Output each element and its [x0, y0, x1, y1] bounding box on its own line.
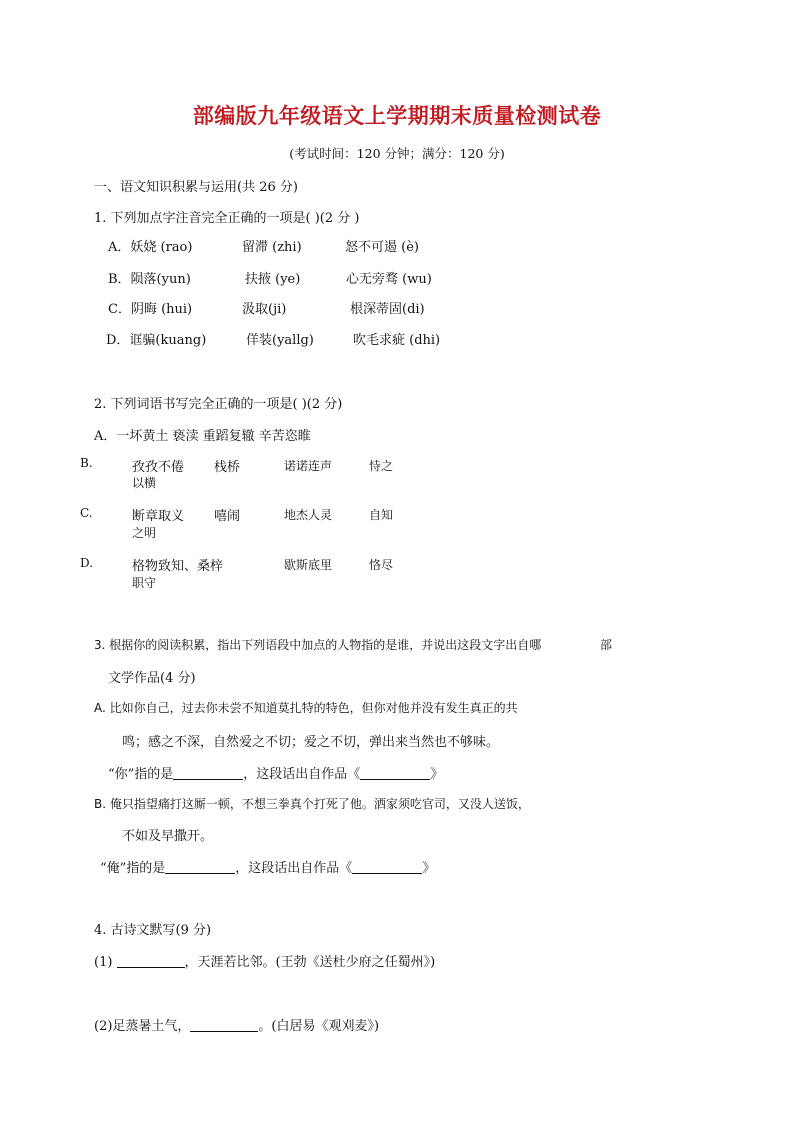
q2-option-b-letter: B. [80, 456, 93, 470]
q1-option-d-3: 吹毛求疵 (dhi) [353, 333, 441, 348]
q3-passage-b-line2: 不如及早撒开。 [122, 829, 214, 844]
q2-option-c-1-cont: 之明 [132, 526, 157, 540]
answer-blank[interactable] [173, 766, 243, 780]
answer-blank[interactable] [352, 860, 422, 874]
q1-option-c-2: 汲取(ji) [242, 302, 287, 317]
q2-option-d-letter: D. [80, 556, 94, 570]
q3-answer-b-mid: ，这段话出自作品《 [235, 861, 353, 876]
q4-line-2 [94, 1015, 379, 1034]
q4-line-1-suffix: ，天涯若比邻。(王勃《送杜少府之任蜀州》) [184, 955, 436, 970]
q2-option-c-2: 嘻闹 [214, 509, 241, 524]
q2-option-a: A．一坏黄土 亵渎 重蹈复辙 辛苦恣睢 [94, 429, 311, 444]
exam-info: (考试时间：120 分钟；满分：120 分) [289, 146, 505, 161]
answer-blank[interactable] [360, 766, 430, 780]
q3-answer-b [100, 857, 435, 876]
page-title: 部编版九年级语文上学期期末质量检测试卷 [192, 103, 602, 128]
q3-passage-a-line2: 鸣；感之不深，自然爱之不切；爱之不切，弹出来当然也不够味。 [122, 735, 500, 750]
section-heading: 一、语文知识积累与运用(共 26 分) [94, 180, 298, 195]
q2-option-b-1-cont: 以横 [132, 476, 157, 490]
q3-passage-b-line1: B. 俺只指望痛打这厮一顿，不想三拳真个打死了他。洒家须吃官司，又没人送饭， [94, 797, 530, 811]
q3-answer-a [108, 763, 443, 782]
q2-option-c-1: 断章取义 [132, 509, 185, 524]
q1-option-b-1: B．陨落(yun) [108, 272, 191, 287]
q2-option-b-3: 诺诺连声 [284, 459, 333, 473]
q3-answer-a-suffix: 》 [430, 767, 444, 782]
q1-option-a-3: 怒不可遏 (è) [345, 240, 419, 255]
q3-answer-b-prefix: “俺”指的是 [100, 861, 166, 876]
q3-stem-line2: 文学作品(4 分) [108, 671, 196, 686]
q1-option-b-2: 扶掖 (ye) [245, 272, 301, 287]
q1-option-c-1: C．阴晦 (hui) [108, 302, 193, 317]
answer-blank[interactable] [117, 954, 185, 968]
q1-option-d-1: D．诓骗(kuang) [106, 333, 207, 348]
q1-option-a-1: A．妖娆 (rao) [108, 240, 193, 255]
answer-blank[interactable] [190, 1018, 258, 1032]
q3-answer-a-prefix: “你”指的是 [108, 767, 174, 782]
q1-option-b-3: 心无旁骛 (wu) [346, 272, 432, 287]
q2-option-b-1: 孜孜不倦 [132, 460, 185, 475]
q2-option-b-2: 栈桥 [214, 460, 241, 475]
q2-option-d-1: 格物致知、桑梓 [132, 559, 224, 574]
q3-passage-a-line1: A. 比如你自己，过去你未尝不知道莫扎特的特色，但你对他并没有发生真正的共 [94, 701, 518, 715]
q2-stem: 2. 下列词语书写完全正确的一项是( )(2 分) [94, 397, 343, 412]
q3-answer-a-mid: ，这段话出自作品《 [243, 767, 361, 782]
q2-option-d-4: 恪尽 [369, 558, 394, 572]
q1-option-c-3: 根深蒂固(di) [350, 302, 425, 317]
q2-option-d-3: 歇斯底里 [284, 558, 333, 572]
q4-line-2-suffix: 。(白居易《观刈麦》) [258, 1019, 380, 1034]
answer-blank[interactable] [165, 860, 235, 874]
q1-stem: 1. 下列加点字注音完全正确的一项是( )(2 分 ) [94, 211, 360, 226]
q4-line-2-prefix: (2)足蒸暑土气， [94, 1019, 191, 1034]
q2-option-b-4: 恃之 [369, 459, 394, 473]
q3-answer-b-suffix: 》 [422, 861, 436, 876]
q3-stem-tail: 部 [600, 638, 613, 652]
q1-option-a-2: 留滞 (zhi) [242, 240, 302, 255]
q2-option-c-3: 地杰人灵 [284, 508, 333, 522]
q4-line-1 [94, 951, 435, 970]
q2-option-c-4: 自知 [369, 508, 394, 522]
q4-line-1-prefix: (1) [94, 955, 117, 970]
q2-option-c-letter: C. [80, 506, 93, 520]
q1-option-d-2: 佯装(yallg) [246, 333, 314, 348]
q2-option-d-1-cont: 职守 [132, 576, 157, 590]
q4-stem: 4. 古诗文默写(9 分) [94, 923, 212, 938]
q3-stem: 3. 根据你的阅读积累，指出下列语段中加点的人物指的是谁，并说出这段文字出自哪 [94, 638, 542, 652]
